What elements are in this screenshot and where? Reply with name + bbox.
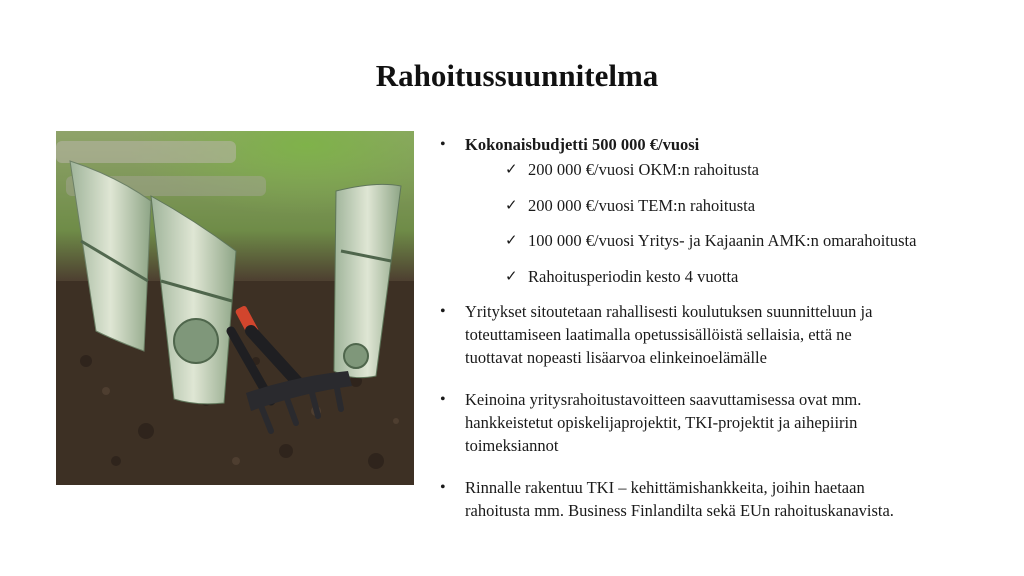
list-item	[440, 476, 1000, 522]
sub-item-text: 100 000 €/vuosi Yritys- ja Kajaanin AMK:n omarahoitusta	[528, 231, 917, 250]
bullet-line: Rinnalle rakentuu TKI – kehittämishankkeita, joihin haetaan	[465, 478, 865, 497]
bullet-line: Yritykset sitoutetaan rahallisesti koulutuksen suunnitteluun ja	[465, 302, 873, 321]
bullet-dot-icon: •	[440, 479, 446, 496]
sub-item-text: 200 000 €/vuosi OKM:n rahoitusta	[528, 160, 759, 179]
sub-list-item	[465, 265, 1000, 288]
list-item	[440, 388, 1000, 457]
list-item	[440, 300, 1000, 369]
bullet-line: hankkeistetut opiskelijaprojektit, TKI-projektit ja aihepiirin	[465, 413, 858, 432]
checkmark-icon: ✓	[505, 195, 518, 214]
sub-item-text: Rahoitusperiodin kesto 4 vuotta	[528, 266, 739, 286]
sub-list-item	[465, 229, 1000, 252]
money-plants-photo	[56, 131, 414, 485]
checkmark-icon: ✓	[505, 160, 518, 178]
sub-list	[465, 158, 1000, 288]
bullet-text: Kokonaisbudjetti 500 000 €/vuosi	[465, 135, 700, 154]
list-item	[440, 133, 1000, 288]
bullet-line: Keinoina yritysrahoitustavoitteen saavuttamisessa ovat mm.	[465, 390, 862, 409]
bullet-list	[440, 133, 1000, 522]
bullet-line: toimeksiannot	[465, 436, 559, 455]
content-area	[440, 133, 1000, 522]
bullet-line: toteuttamiseen laatimalla opetussisällöistä sellaisia, että ne	[465, 325, 852, 344]
bullet-line: rahoitusta mm. Business Finlandilta sekä EUn rahoituskanavista.	[465, 501, 894, 520]
checkmark-icon: ✓	[505, 266, 518, 285]
money-plants-garden-photo-icon	[56, 131, 414, 485]
sub-item-text: 200 000 €/vuosi TEM:n rahoitusta	[528, 195, 756, 215]
slide-title: Rahoitussuunnitelma	[375, 58, 659, 93]
sub-list-item	[465, 158, 1000, 181]
checkmark-icon: ✓	[505, 231, 518, 249]
sub-list-item	[465, 194, 1000, 217]
bullet-line: tuottavat nopeasti lisäarvoa elinkeinoelämälle	[465, 348, 767, 367]
bullet-dot-icon: •	[440, 391, 446, 408]
bullet-dot-icon: •	[440, 303, 446, 320]
bullet-dot-icon: •	[440, 136, 446, 153]
